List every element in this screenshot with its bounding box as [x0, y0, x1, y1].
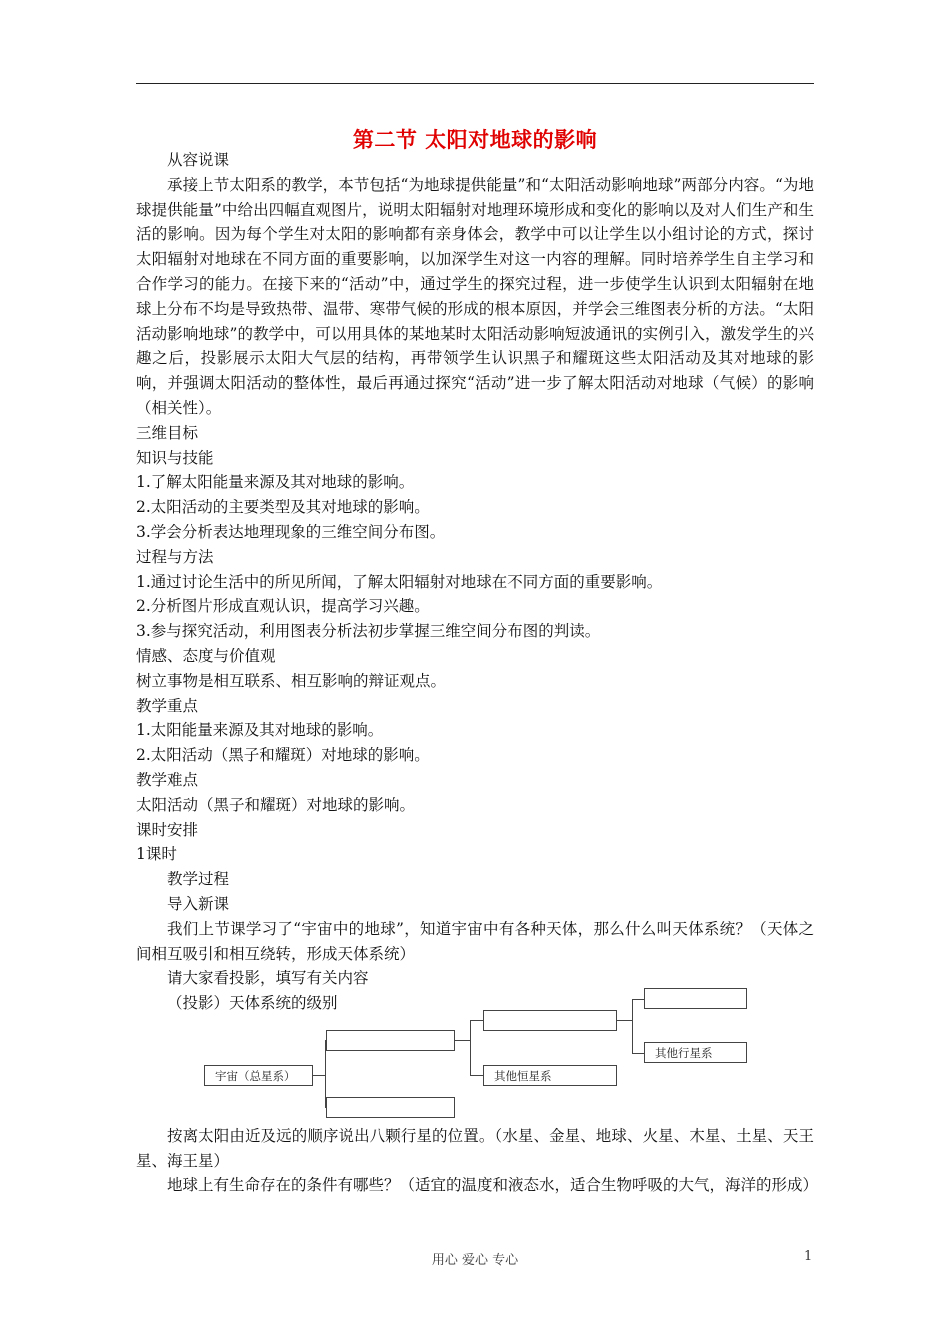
diagram-box-blank — [644, 988, 747, 1009]
diagram-box-other-stars: 其他恒星系 — [483, 1065, 617, 1086]
paragraph: 承接上节太阳系的教学，本节包括“为地球提供能量”和“太阳活动影响地球”两部分内容。“为地球提供能量”中给出四幅直观图片，说明太阳辐射对地理环境形成和变化的影响以及对人们生产和生活的影响。因为每个学生对太阳的影响都有亲身体会，教学中可以让学生以小组讨论的方式，探讨太阳辐射对地球在不同方面的重要影响，以加深学生对这一内容的理解。同时培养学生自主学习和合作学习的能力。在接下来的“活动”中，通过学生的探究过程，进一步使学生认识到太阳辐射在地球上分布不均是导致热带、温带、寒带气候的形成的根本原因，并学会三维图表分析的方法。“太阳活动影响地球”的教学中，可以用具体的某地某时太阳活动影响短波通讯的实例引入，激发学生的兴趣之后，投影展示太阳大气层的结构，再带领学生认识黑子和耀斑这些太阳活动及其对地球的影响，并强调太阳活动的整体性，最后再通过探究“活动”进一步了解太阳活动对地球（气候）的影响（相关性）。 — [136, 175, 814, 417]
diagram-box-blank — [326, 1030, 455, 1051]
page-title: 第二节 太阳对地球的影响 — [352, 128, 598, 152]
heading: 课时安排 — [136, 820, 199, 839]
paragraph: 地球上有生命存在的条件有哪些？（适宜的温度和液态水，适合生物呼吸的大气，海洋的形成） — [167, 1176, 819, 1195]
heading: 教学难点 — [136, 770, 199, 789]
heading: 导入新课 — [167, 894, 230, 913]
diagram-box-blank — [483, 1010, 617, 1031]
paragraph: （投影）天体系统的级别 — [167, 994, 338, 1013]
paragraph: 请大家看投影，填写有关内容 — [167, 969, 369, 988]
connector — [617, 1020, 632, 1021]
diagram-box-universe: 宇宙（总星系） — [204, 1065, 313, 1086]
connector — [470, 1020, 484, 1021]
list-item: 1.了解太阳能量来源及其对地球的影响。 — [136, 473, 415, 492]
document-body — [136, 148, 819, 1198]
heading: 情感、态度与价值观 — [136, 646, 276, 665]
list-item: 2.太阳活动（黑子和耀斑）对地球的影响。 — [136, 746, 430, 765]
connector — [455, 1040, 470, 1041]
heading: 知识与技能 — [136, 448, 214, 467]
list-item: 3.参与探究活动，利用图表分析法初步掌握三维空间分布图的判读。 — [136, 622, 601, 641]
heading: 教学重点 — [136, 696, 199, 715]
heading: 三维目标 — [136, 423, 199, 442]
diagram-box-blank — [326, 1097, 455, 1118]
list-item: 1.太阳能量来源及其对地球的影响。 — [136, 721, 384, 740]
paragraph: 1课时 — [136, 845, 177, 864]
connector — [632, 1053, 644, 1054]
header-rule — [136, 83, 814, 84]
connector — [470, 1075, 484, 1076]
paragraph: 太阳活动（黑子和耀斑）对地球的影响。 — [136, 795, 416, 814]
page-number: 1 — [804, 1249, 813, 1264]
heading: 教学过程 — [167, 870, 230, 889]
celestial-system-diagram — [136, 1020, 814, 1116]
paragraph: 树立事物是相互联系、相互影响的辩证观点。 — [136, 671, 447, 690]
connector — [632, 999, 644, 1000]
heading: 过程与方法 — [136, 547, 214, 566]
page-footer: 用心 爱心 专心 — [431, 1253, 519, 1268]
paragraph: 我们上节课学习了“宇宙中的地球”，知道宇宙中有各种天体，那么什么叫天体系统？（天体之间相互吸引和相互绕转，形成天体系统） — [136, 919, 814, 963]
list-item: 3.学会分析表达地理现象的三维空间分布图。 — [136, 522, 446, 541]
connector — [632, 999, 633, 1054]
diagram-box-other-planets: 其他行星系 — [644, 1042, 747, 1063]
connector — [313, 1075, 325, 1076]
paragraph: 从容说课 — [167, 151, 230, 169]
connector — [470, 1020, 471, 1076]
list-item: 2.分析图片形成直观认识，提高学习兴趣。 — [136, 597, 430, 616]
paragraph: 按离太阳由近及远的顺序说出八颗行星的位置。（水星、金星、地球、火星、木星、土星、天王星、海王星） — [136, 1126, 814, 1170]
list-item: 1.通过讨论生活中的所见所闻，了解太阳辐射对地球在不同方面的重要影响。 — [136, 572, 663, 591]
list-item: 2.太阳活动的主要类型及其对地球的影响。 — [136, 498, 430, 517]
